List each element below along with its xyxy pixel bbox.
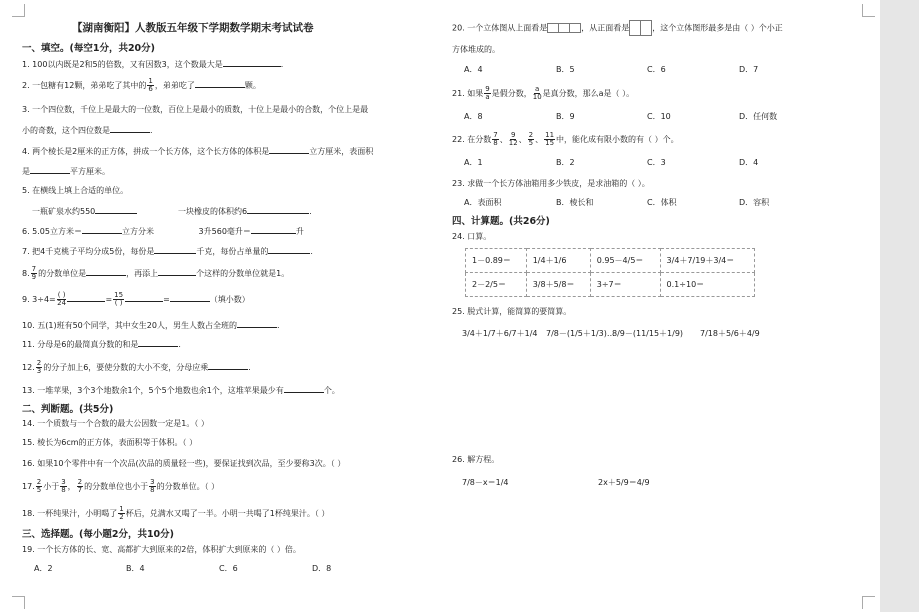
top-view-icon-cell	[570, 23, 581, 33]
q21-option-b: B．9	[556, 112, 575, 121]
calc-cell: 3/8＋5/8＝	[526, 273, 590, 297]
question-19: 19. 一个长方体的长、宽、高都扩大到原来的2倍，体积扩大到原来的（ ）倍。	[22, 545, 301, 554]
question-13: 13. 一堆苹果，3个3个地数余1个，5个5个地数也余1个，这堆苹果最少有 个。	[22, 386, 340, 395]
q20-option-c: C．6	[647, 65, 666, 74]
calc25-item: 7/8－(1/5＋1/3)…	[546, 329, 615, 338]
table-row	[466, 249, 755, 273]
calc-cell: 3/4＋7/19＋3/4＝	[660, 249, 754, 273]
question-24: 24. 口算。	[452, 232, 492, 241]
question-10: 10. 五(1)班有50个同学，其中女生20人，男生人数占全班的 .	[22, 321, 280, 330]
question-5a: 一瓶矿泉水约550	[32, 205, 137, 217]
equation-1: 7/8－x＝1/4	[462, 478, 509, 487]
question-3-cont: 小的奇数，这个四位数是 .	[22, 126, 153, 135]
calc-cell: 0.1÷10＝	[660, 273, 754, 297]
section-calculation: 四、计算题。(共26分)	[452, 216, 550, 227]
question-23: 23. 求做一个长方体油箱用多少铁皮，是求油箱的（ ）。	[452, 179, 650, 188]
question-11: 11. 分母是6的最简真分数的和是 .	[22, 340, 181, 349]
question-18: 18. 一杯纯果汁，小明喝了 $\frac{1}{2}$ 杯后，兑满水又喝了一半。小明一共喝了1杯纯果汁。（ ）	[22, 505, 330, 521]
q23-option-c: C．体积	[647, 198, 677, 207]
q21-option-d: D．任何数	[739, 112, 778, 121]
table-row	[466, 273, 755, 297]
question-26: 26. 解方程。	[452, 455, 500, 464]
q20-option-b: B．5	[556, 65, 575, 74]
q19-option-a: A．2	[34, 564, 53, 573]
q23-option-d: D．容积	[739, 198, 770, 207]
question-4-cont: 是 平方厘米。	[22, 167, 110, 176]
question-9: 9. 3÷4= $\frac{( )}{24}$ = $\frac{15}{( )}$ = （填小数）	[22, 291, 250, 307]
mental-math-table	[465, 248, 755, 297]
question-5: 5. 在横线上填上合适的单位。	[22, 186, 129, 195]
calc25-item: 8/9－(11/15＋1/9)	[612, 329, 684, 338]
calc-cell: 3÷7＝	[590, 273, 660, 297]
question-12: 12. $\frac{2}{3}$ 的分子加上6，要使分数的大小不变，分母应乘 .	[22, 359, 251, 375]
question-1: 1. 100以内既是2和5的倍数，又有因数3，这个数最大是 .	[22, 60, 284, 69]
question-20: 20. 一个立体图从上面看是 ，从正面看是 ，这个立体图形最多是由（ ）个小正	[452, 20, 783, 36]
question-17: 17. $\frac{2}{5}$ 小于 $\frac{3}{8}$ ， $\frac{2}{7}$ 的分数单位也小于 $\frac{3}{8}$ 的分数单位。（ ）	[22, 478, 220, 494]
section-choice: 三、选择题。(每小题2分，共10分)	[22, 529, 175, 540]
calc25-item: 7/18＋5/6＋4/9	[700, 329, 760, 338]
question-21: 21. 如果 $\frac{9}{a}$ 是假分数， $\frac{a}{10}$ 是真分数，那么a是（ ）。	[452, 85, 635, 101]
crop-mark-top-left	[12, 4, 25, 17]
q19-option-d: D．8	[312, 564, 332, 573]
page-title: 【湖南衡阳】人教版五年级下学期数学期末考试试卷	[72, 22, 314, 34]
crop-mark-bottom-right	[862, 596, 875, 609]
q20-option-a: A．4	[464, 65, 483, 74]
q22-option-d: D．4	[739, 158, 759, 167]
front-view-icon-cell	[641, 20, 652, 36]
q21-option-a: A．8	[464, 112, 483, 121]
front-view-icon	[629, 20, 641, 36]
q23-option-b: B．棱长和	[556, 198, 594, 207]
question-2: 2. 一包糖有12颗，弟弟吃了其中的 $\frac{1}{6}$ ，弟弟吃了 颗。	[22, 77, 261, 93]
question-3: 3. 一个四位数，千位上是最大的一位数，百位上是最小的质数，十位上是最小的合数，个位上是最	[22, 105, 369, 114]
question-20-cont: 方体堆成的。	[452, 45, 500, 54]
q21-option-c: C．10	[647, 112, 671, 121]
q22-option-a: A．1	[464, 158, 483, 167]
page-margin-background	[880, 0, 919, 612]
section-true-false: 二、判断题。(共5分)	[22, 404, 114, 415]
question-15: 15. 棱长为6cm的正方体，表面积等于体积。（ ）	[22, 438, 198, 447]
question-8: 8. $\frac{7}{9}$ 的分数单位是 ，再添上 个这样的分数单位就是1。	[22, 265, 290, 281]
top-view-icon-cell	[559, 23, 570, 33]
q22-option-b: B．2	[556, 158, 575, 167]
calc25-item: 3/4＋1/7＋6/7＋1/4	[462, 329, 538, 338]
q20-option-d: D．7	[739, 65, 759, 74]
crop-mark-bottom-left	[12, 596, 25, 609]
question-25: 25. 脱式计算，能简算的要简算。	[452, 307, 572, 316]
q22-option-c: C．3	[647, 158, 666, 167]
question-14: 14. 一个质数与一个合数的最大公因数一定是1。（ ）	[22, 419, 209, 428]
calc-cell: 1－0.89＝	[466, 249, 527, 273]
calc-cell: 0.95－4/5＝	[590, 249, 660, 273]
q23-option-a: A．表面积	[464, 198, 502, 207]
q19-option-b: B．4	[126, 564, 145, 573]
question-22: 22. 在分数 $\frac{7}{8}$ 、 $\frac{9}{12}$ 、 $\frac{2}{5}$ 、 $\frac{11}{15}$ 中，能化成有限小数的有（ ）个。	[452, 131, 679, 147]
q19-option-c: C．6	[219, 564, 238, 573]
section-fill-in: 一、填空。(每空1分，共20分)	[22, 43, 156, 54]
question-4: 4. 两个棱长是2厘米的正方体，拼成一个长方体，这个长方体的体积是 立方厘米，表面积	[22, 147, 374, 156]
crop-mark-top-right	[862, 4, 875, 17]
question-6: 6. 5.05立方米＝ 立方分米 3升560毫升＝ 升	[22, 227, 304, 236]
top-view-icon	[547, 23, 559, 33]
question-5b: 一块橡皮的体积约6 .	[178, 207, 312, 216]
question-16: 16. 如果10个零件中有一个次品(次品的质量轻一些)，要保证找到次品，至少要称3次。（ ）	[22, 459, 346, 468]
calc-cell: 1/4＋1/6	[526, 249, 590, 273]
calc-cell: 2－2/5＝	[466, 273, 527, 297]
equation-2: 2x＋5/9＝4/9	[598, 478, 650, 487]
question-7: 7. 把4千克桃子平均分成5份，每份是 千克，每份占单量的 .	[22, 247, 313, 256]
